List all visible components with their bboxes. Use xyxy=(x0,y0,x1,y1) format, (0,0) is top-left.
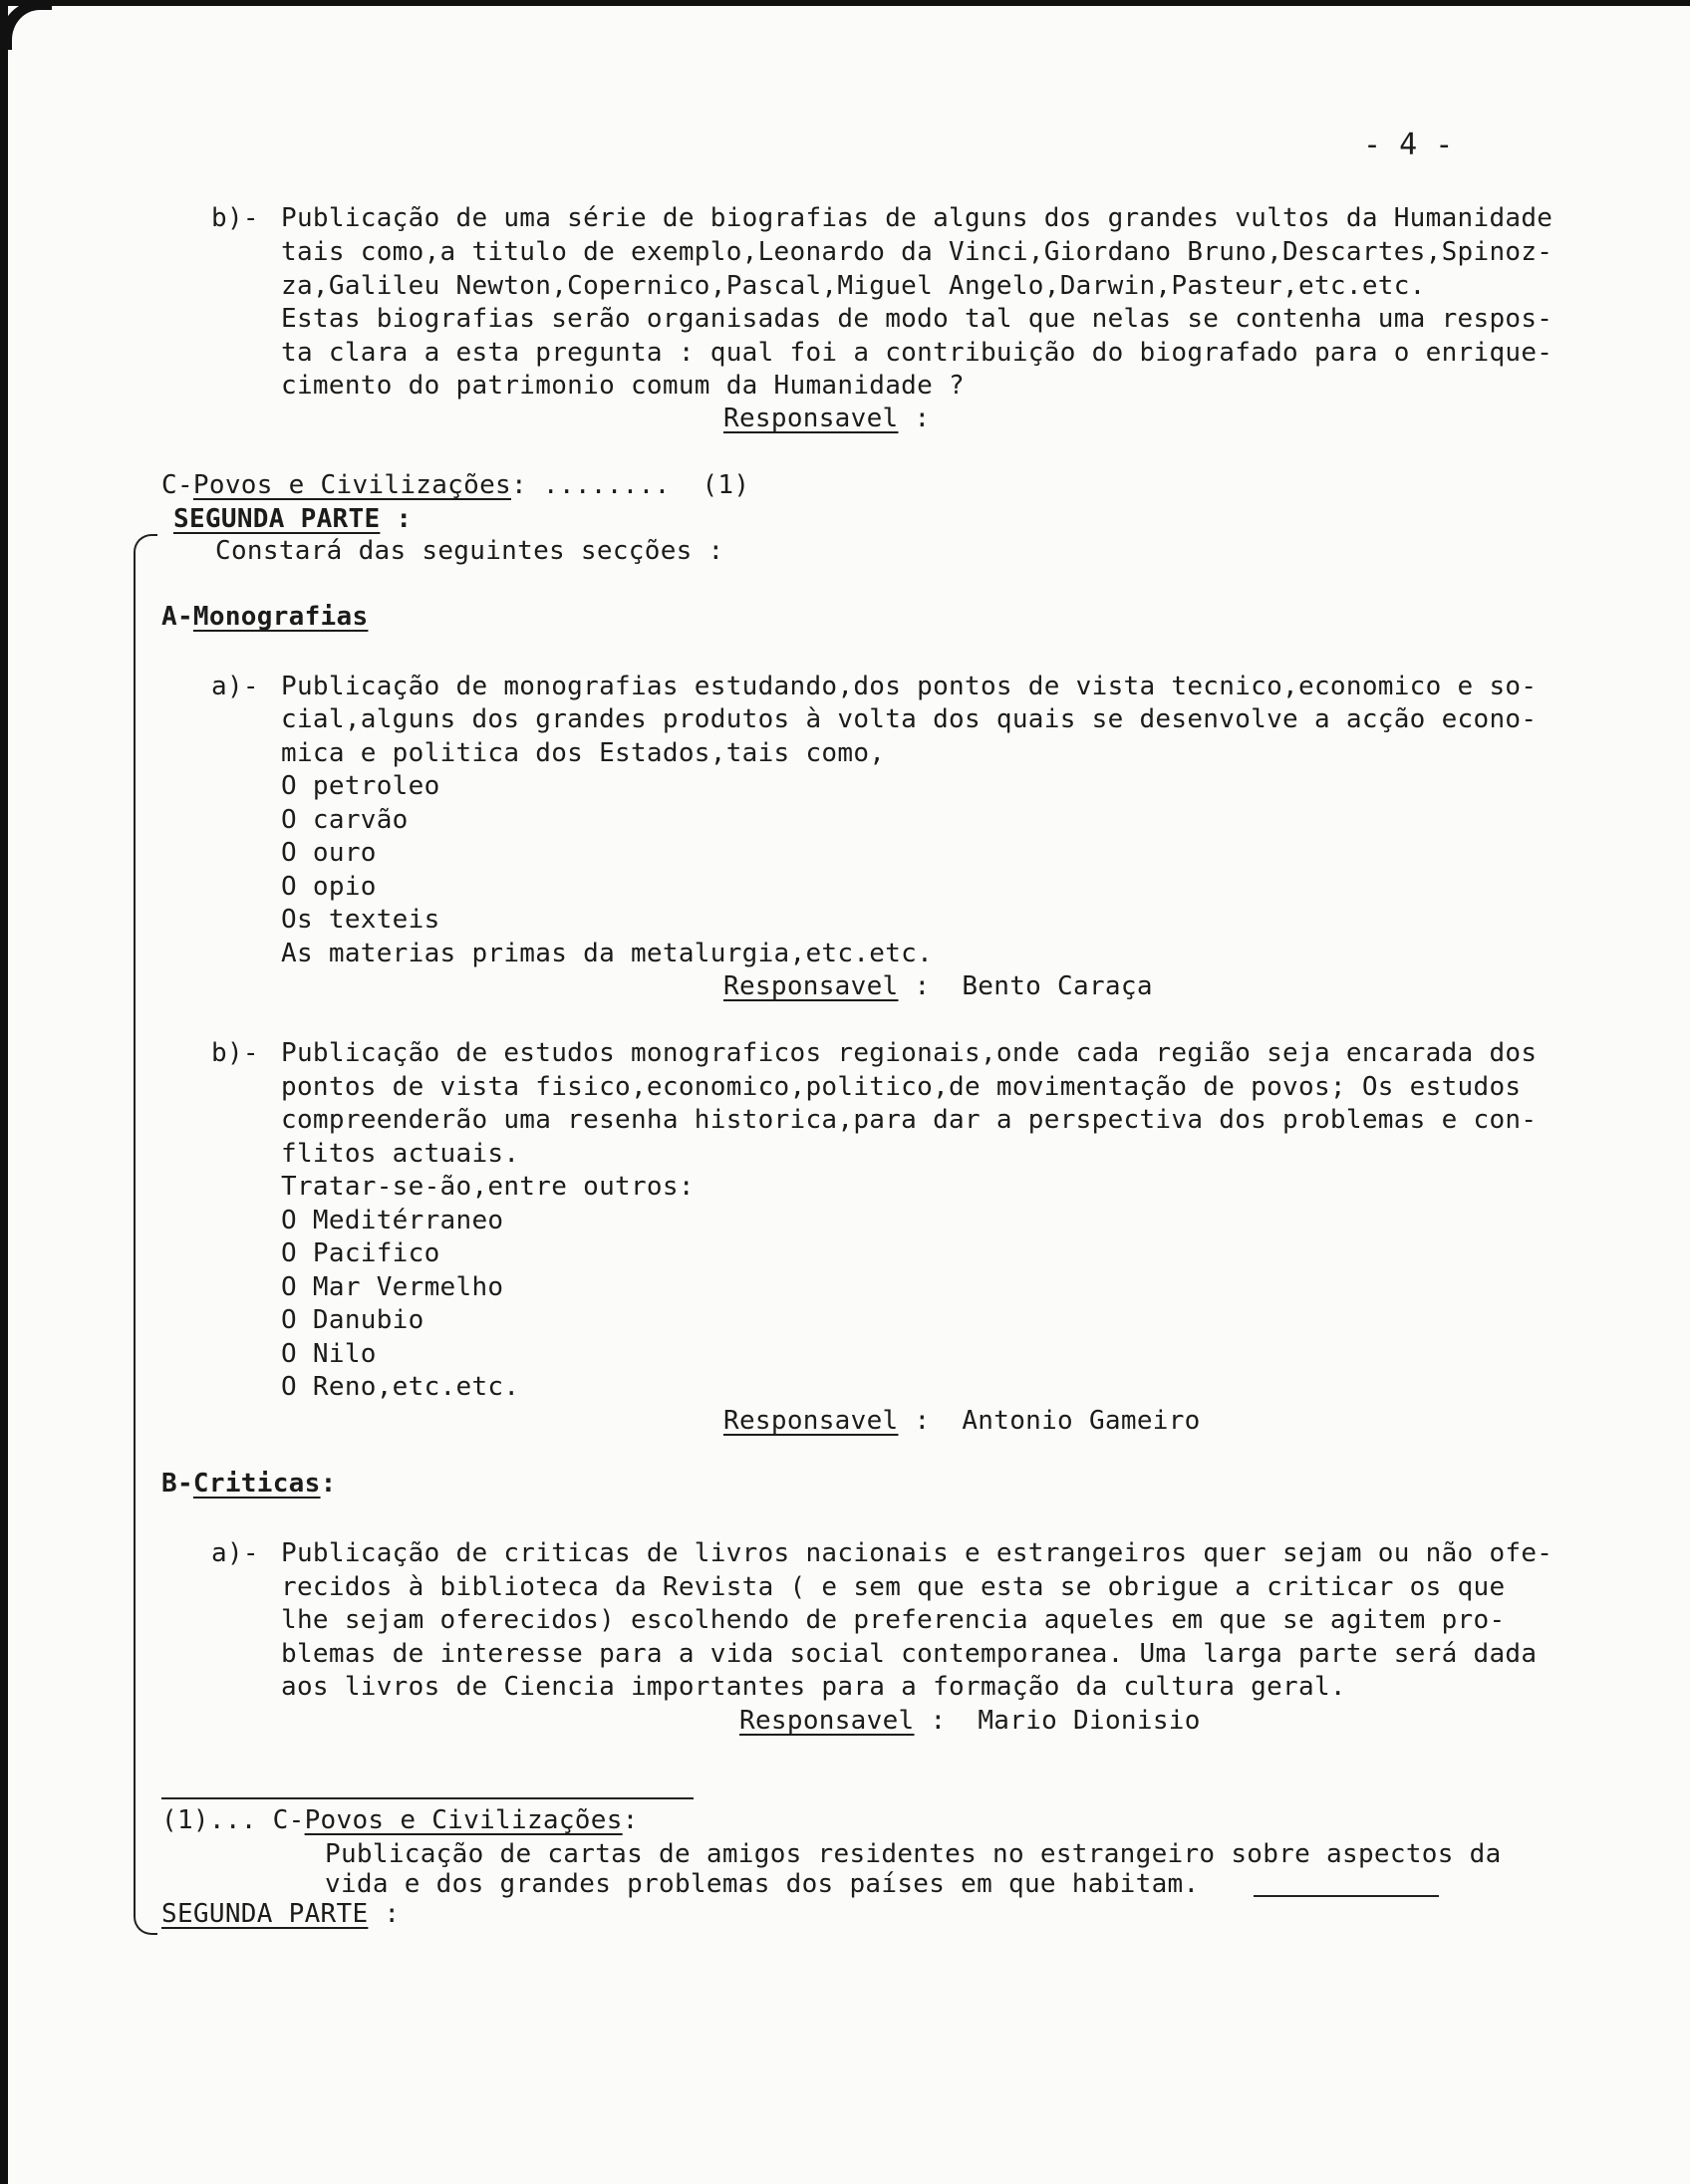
monografias-b-line-2: pontos de vista fisico,economico,politico,de movimentação de povos; Os estudos xyxy=(281,1072,1522,1102)
item-label-a: a)- xyxy=(211,1538,259,1568)
item-label-b: b)- xyxy=(211,1038,259,1068)
monografias-b-line-1: Publicação de estudos monograficos regionais,onde cada região seja encarada dos xyxy=(281,1038,1538,1068)
footnote-segunda-colon: : xyxy=(368,1899,401,1929)
responsavel-name: : Bento Caraça xyxy=(914,971,1153,1001)
list-item: O Mar Vermelho xyxy=(281,1272,504,1302)
criticas-a-line-3: lhe sejam oferecidos) escolhendo de preferencia aqueles em que se agitem pro- xyxy=(281,1605,1506,1635)
criticas-a-line-1: Publicação de criticas de livros nacionais e estrangeiros quer sejam ou não ofe- xyxy=(281,1538,1553,1568)
monografias-heading xyxy=(161,602,368,632)
povos-rest: : ........ (1) xyxy=(511,470,750,500)
monografias-a-line-3: mica e politica dos Estados,tais como, xyxy=(281,738,886,768)
segunda-parte-colon: : xyxy=(380,504,413,534)
criticas-a-line-2: recidos à biblioteca da Revista ( e sem que esta se obrigue a criticar os que xyxy=(281,1572,1506,1602)
monografias-b-line-3: compreenderão uma resenha historica,para dar a perspectiva dos problemas e con- xyxy=(281,1105,1538,1135)
page-number: - 4 - xyxy=(1363,128,1454,162)
footnote-end-rule xyxy=(1254,1895,1439,1897)
list-item: O Danubio xyxy=(281,1305,424,1335)
biografias-line-4: Estas biografias serão organisadas de modo tal que nelas se contenha uma respos- xyxy=(281,304,1553,334)
footnote-heading xyxy=(161,1805,639,1835)
responsavel-monografias-b xyxy=(723,1406,1201,1436)
list-item: O Pacifico xyxy=(281,1238,440,1268)
footnote-title: Povos e Civilizações xyxy=(304,1805,623,1835)
criticas-colon: : xyxy=(320,1469,337,1499)
item-label-b: b)- xyxy=(211,203,259,233)
responsavel-biografias xyxy=(723,404,930,433)
list-item: O Reno,etc.etc. xyxy=(281,1372,520,1402)
list-item: O carvão xyxy=(281,805,409,835)
biografias-line-2: tais como,a titulo de exemplo,Leonardo da Vinci,Giordano Bruno,Descartes,Spinoz- xyxy=(281,237,1553,267)
responsavel-colon: : xyxy=(914,404,931,433)
responsavel-criticas-a xyxy=(739,1706,1201,1736)
criticas-title: Criticas xyxy=(192,1469,321,1499)
list-item: As materias primas da metalurgia,etc.etc. xyxy=(281,939,934,968)
monografias-a-line-2: cial,alguns dos grandes produtos à volta dos quais se desenvolve a acção econo- xyxy=(281,704,1538,734)
item-label-a: a)- xyxy=(211,672,259,701)
monografias-a-line-1: Publicação de monografias estudando,dos pontos de vista tecnico,economico e so- xyxy=(281,672,1538,701)
monografias-title: Monografias xyxy=(192,602,369,632)
scan-edge-top xyxy=(0,0,1690,6)
biografias-line-3: za,Galileu Newton,Copernico,Pascal,Miguel Angelo,Darwin,Pasteur,etc.etc. xyxy=(281,271,1426,301)
responsavel-label: Responsavel xyxy=(739,1706,915,1736)
povos-heading xyxy=(161,470,749,500)
list-item: O petroleo xyxy=(281,771,440,801)
list-item: O ouro xyxy=(281,838,377,868)
footnote-segunda-title: SEGUNDA PARTE xyxy=(161,1899,369,1929)
monografias-b-line-5: Tratar-se-ão,entre outros: xyxy=(281,1172,695,1202)
list-item: O Nilo xyxy=(281,1339,377,1369)
footnote-segunda-parte xyxy=(161,1899,400,1929)
responsavel-label: Responsavel xyxy=(723,404,899,433)
monografias-prefix: A- xyxy=(161,602,193,632)
segunda-parte-title: SEGUNDA PARTE xyxy=(173,504,381,534)
biografias-line-5: ta clara a esta pregunta : qual foi a contribuição do biografado para o enrique- xyxy=(281,338,1553,368)
criticas-prefix: B- xyxy=(161,1469,193,1499)
povos-prefix: C- xyxy=(161,470,193,500)
footnote-line-2: vida e dos grandes problemas dos países em que habitam. xyxy=(325,1869,1200,1899)
list-item: O Meditérraneo xyxy=(281,1206,504,1235)
responsavel-label: Responsavel xyxy=(723,971,899,1001)
monografias-b-line-4: flitos actuais. xyxy=(281,1139,520,1169)
responsavel-monografias-a xyxy=(723,971,1153,1001)
footnote-rule xyxy=(161,1797,694,1799)
responsavel-name: : Mario Dionisio xyxy=(930,1706,1201,1736)
responsavel-name: : Antonio Gameiro xyxy=(914,1406,1201,1436)
biografias-line-6: cimento do patrimonio comum da Humanidade ? xyxy=(281,371,965,401)
criticas-a-line-5: aos livros de Ciencia importantes para a formação da cultura geral. xyxy=(281,1672,1346,1702)
margin-bracket xyxy=(134,534,157,1935)
biografias-line-1: Publicação de uma série de biografias de alguns dos grandes vultos da Humanidade xyxy=(281,203,1553,233)
criticas-heading xyxy=(161,1469,337,1499)
segunda-parte-intro: Constará das seguintes secções : xyxy=(215,536,724,566)
segunda-parte-heading xyxy=(173,504,412,534)
responsavel-label: Responsavel xyxy=(723,1406,899,1436)
footnote-marker: (1)... C- xyxy=(161,1805,305,1835)
list-item: Os texteis xyxy=(281,905,440,935)
povos-title: Povos e Civilizações xyxy=(192,470,511,500)
footnote-line-1: Publicação de cartas de amigos residentes no estrangeiro sobre aspectos da xyxy=(325,1839,1502,1869)
list-item: O opio xyxy=(281,872,377,902)
scan-edge-left xyxy=(0,0,8,2184)
criticas-a-line-4: blemas de interesse para a vida social contemporanea. Uma larga parte será dada xyxy=(281,1639,1538,1669)
footnote-colon: : xyxy=(622,1805,639,1835)
